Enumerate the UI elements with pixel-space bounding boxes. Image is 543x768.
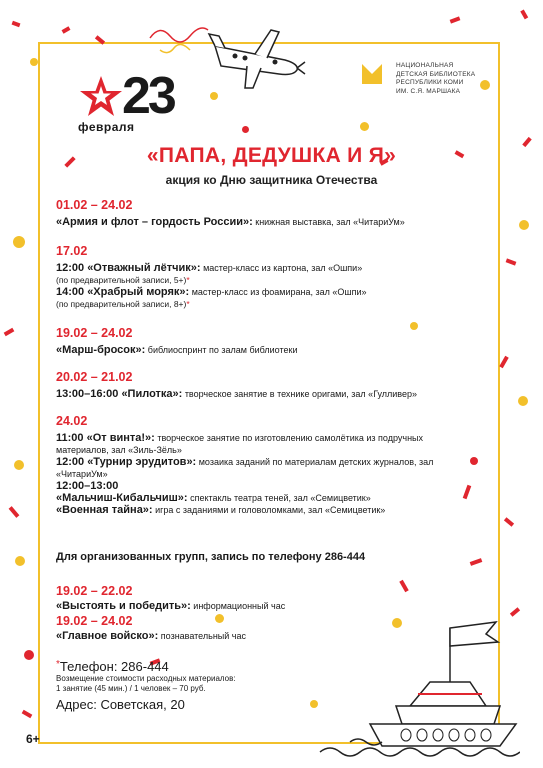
section-date: 17.02 — [56, 244, 88, 258]
event-item — [56, 216, 476, 228]
schedule-section — [56, 370, 476, 400]
event-note — [56, 274, 476, 286]
event-item — [56, 432, 456, 456]
schedule-section — [56, 198, 476, 228]
library-name — [396, 62, 475, 96]
address: Адрес: Советская, 20 — [56, 697, 185, 712]
age-rating: 6+ — [26, 732, 40, 746]
plane-illustration — [205, 26, 315, 96]
event-item — [56, 492, 456, 504]
event-name: 12:00–13:00 — [56, 480, 119, 492]
event-desc: игра с заданиями и головоломками, зал «Семицветик» — [152, 505, 386, 515]
section-date: 24.02 — [56, 414, 88, 428]
event-item — [56, 480, 456, 492]
event-item — [56, 388, 476, 400]
page-title: «ПАПА, ДЕДУШКА И Я» — [146, 144, 397, 167]
section-date: 19.02 – 24.02 — [56, 614, 133, 628]
event-desc: мастер-класс из картона, зал «Ошпи» — [200, 263, 363, 273]
fee-line: Возмещение стоимости расходных материалов: — [56, 674, 236, 683]
section-date: 20.02 – 21.02 — [56, 370, 133, 384]
event-name: «Выстоять и победить»: — [56, 600, 191, 612]
schedule-section — [56, 414, 456, 516]
event-name: «Военная тайна»: — [56, 504, 153, 516]
schedule-section — [56, 244, 476, 310]
section-date: 19.02 – 22.02 — [56, 584, 133, 598]
event-desc: мастер-класс из фоамирана, зал «Ошпи» — [189, 287, 367, 297]
event-item — [56, 262, 476, 274]
library-name-line: НАЦИОНАЛЬНАЯ — [396, 62, 454, 69]
footnote-star: * — [186, 275, 190, 285]
event-name: «Марш-бросок»: — [56, 344, 146, 356]
phone-text: Телефон: 286-444 — [59, 659, 169, 674]
event-desc: книжная выставка, зал «ЧитариУм» — [252, 217, 405, 227]
event-desc: информационный час — [190, 601, 286, 611]
fee-line: 1 занятие (45 мин.) / 1 человек – 70 руб. — [56, 684, 206, 693]
event-note — [56, 298, 476, 310]
footnote-star: * — [56, 659, 60, 670]
event-item — [56, 600, 476, 612]
event-item — [56, 504, 456, 516]
footnote-star: * — [186, 299, 190, 309]
event-desc: библиоспринт по залам библиотеки — [145, 345, 298, 355]
library-name-line: ИМ. С.Я. МАРШАКА — [396, 87, 461, 95]
event-desc: творческое занятие в технике оригами, зал «Гулливер» — [182, 389, 417, 399]
phone — [56, 659, 316, 674]
contact-info — [56, 659, 316, 712]
event-note-text: (по предварительной записи, 8+) — [56, 299, 187, 309]
event-desc: мозаика заданий по материалам детских журналов, зал «ЧитариУм» — [56, 457, 434, 479]
logo-month: февраля — [78, 120, 135, 134]
event-name: 14:00 «Храбрый моряк»: — [56, 286, 190, 298]
event-name: 13:00–16:00 «Пилотка»: — [56, 388, 183, 400]
star-icon — [78, 74, 124, 120]
event-desc: творческое занятие по изготовлению самолётика из подручных материалов, зал «Зиль-Зёль» — [56, 433, 424, 455]
event-note-text: (по предварительной записи, 5+) — [56, 275, 187, 285]
schedule-section — [56, 326, 476, 356]
event-name: 12:00 «Отважный лётчик»: — [56, 262, 201, 274]
section-date: 01.02 – 24.02 — [56, 198, 133, 212]
event-item — [56, 456, 456, 480]
event-name: «Мальчиш-Кибальчиш»: — [56, 492, 188, 504]
section-date: 19.02 – 24.02 — [56, 326, 133, 340]
event-desc: спектакль театра теней, зал «Семицветик» — [187, 493, 371, 503]
event-name: «Армия и флот – гордость России»: — [56, 216, 253, 228]
ship-illustration — [310, 620, 520, 760]
event-name: «Главное войско»: — [56, 630, 159, 642]
event-name: 11:00 «От винта!»: — [56, 432, 155, 444]
library-mark-icon — [360, 62, 384, 86]
event-item — [56, 344, 476, 356]
event-name: 12:00 «Турнир эрудитов»: — [56, 456, 197, 468]
page-subtitle: акция ко Дню защитника Отечества — [165, 173, 378, 187]
library-name-line: ДЕТСКАЯ БИБЛИОТЕКА — [396, 70, 476, 78]
event-item — [56, 286, 476, 298]
feb23-logo — [78, 67, 188, 134]
groups-note: Для организованных групп, запись по телефону 286-444 — [56, 551, 366, 563]
library-name-line: РЕСПУБЛИКИ КОМИ — [396, 79, 464, 86]
event-desc: познавательный час — [158, 631, 246, 641]
logo-day: 23 — [122, 67, 174, 125]
